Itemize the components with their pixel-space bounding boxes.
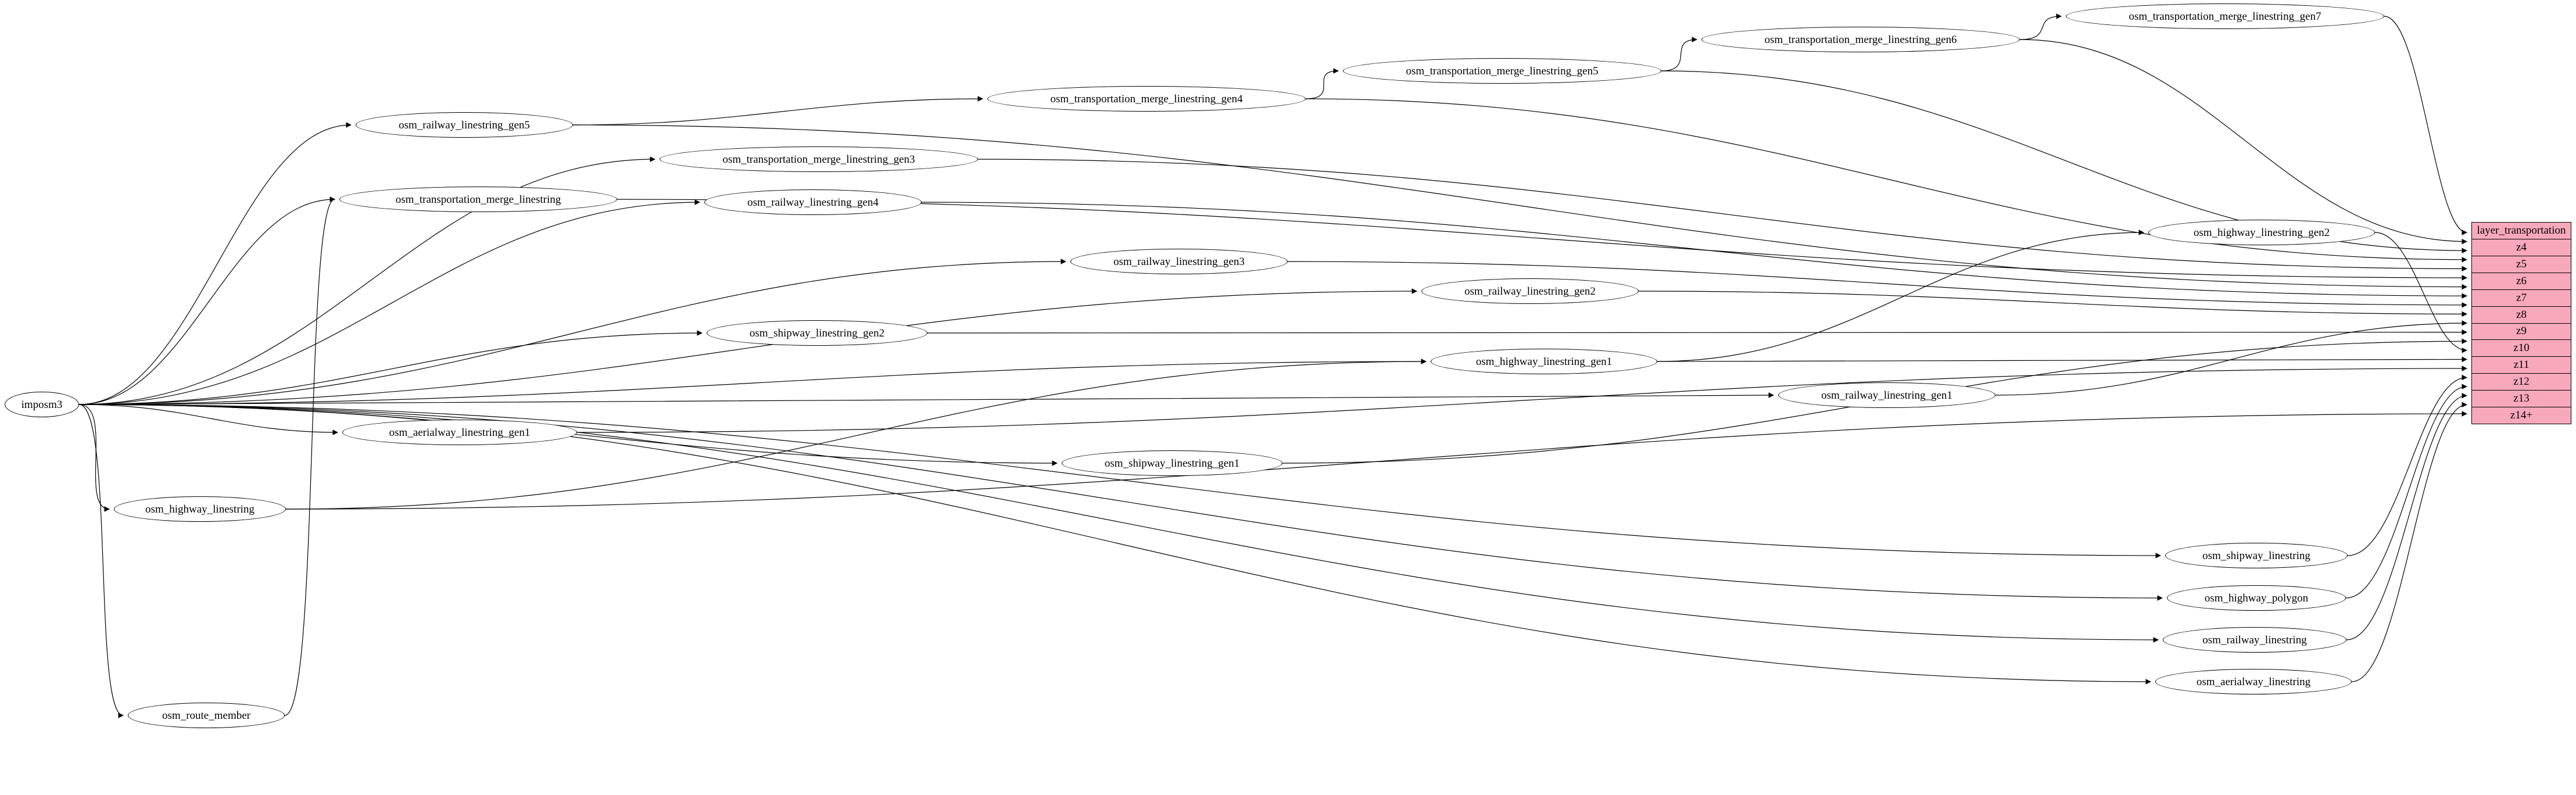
graph-node[interactable] xyxy=(1062,450,1282,476)
graph-node[interactable] xyxy=(2148,220,2375,245)
node-label: osm_shipway_linestring xyxy=(2202,549,2310,562)
node-label: osm_transportation_merge_linestring_gen5 xyxy=(1406,65,1599,77)
graph-node[interactable] xyxy=(987,86,1306,112)
node-label: osm_railway_linestring_gen4 xyxy=(747,196,879,209)
graph-node[interactable] xyxy=(2155,669,2352,694)
graph-node[interactable] xyxy=(1070,249,1288,274)
node-label: osm_shipway_linestring_gen1 xyxy=(1104,457,1240,470)
node-label: osm_railway_linestring xyxy=(2202,633,2307,646)
node-label: osm_highway_linestring xyxy=(145,503,255,515)
table-row-z8[interactable]: z8 xyxy=(2472,307,2571,324)
graph-node[interactable] xyxy=(704,189,922,215)
table-row-z9[interactable]: z9 xyxy=(2472,324,2571,341)
table-row-z10[interactable]: z10 xyxy=(2472,340,2571,357)
node-label: osm_aerialway_linestring_gen1 xyxy=(389,426,531,439)
layer-transportation-table[interactable] xyxy=(2471,222,2571,424)
table-row-z5[interactable]: z5 xyxy=(2472,256,2571,273)
table-row-z11[interactable]: z11 xyxy=(2472,357,2571,374)
graph-node[interactable] xyxy=(2163,627,2346,653)
node-label: osm_highway_linestring_gen2 xyxy=(2193,226,2330,239)
table-header: layer_transportation xyxy=(2472,223,2571,239)
graph-node[interactable] xyxy=(660,146,978,172)
table-row-z6[interactable]: z6 xyxy=(2472,273,2571,290)
node-label: osm_railway_linestring_gen2 xyxy=(1464,285,1596,298)
node-label: osm_route_member xyxy=(162,709,250,722)
node-label: osm_transportation_merge_linestring_gen7 xyxy=(2129,10,2321,23)
table-row-z4[interactable]: z4 xyxy=(2472,239,2571,256)
graph-node[interactable] xyxy=(2165,543,2348,568)
node-label: osm_transportation_merge_linestring xyxy=(395,193,561,206)
graph-node[interactable] xyxy=(1778,382,1995,408)
node-label: osm_shipway_linestring_gen2 xyxy=(749,327,885,339)
graph-node[interactable] xyxy=(2066,3,2384,29)
graph-node[interactable] xyxy=(1701,27,2020,52)
table-row-z7[interactable]: z7 xyxy=(2472,290,2571,307)
table-row-z13[interactable]: z13 xyxy=(2472,391,2571,407)
node-label: osm_transportation_merge_linestring_gen3 xyxy=(722,153,915,166)
graph-node[interactable] xyxy=(1421,278,1639,304)
graph-node[interactable] xyxy=(1431,349,1657,374)
node-label: osm_aerialway_linestring xyxy=(2196,675,2311,688)
graph-node[interactable] xyxy=(2167,585,2346,611)
graph-node[interactable] xyxy=(339,187,617,212)
graph-node[interactable] xyxy=(114,496,286,522)
node-label: osm_highway_polygon xyxy=(2204,592,2309,604)
table-row-z14plus[interactable]: z14+ xyxy=(2472,407,2571,424)
node-label: osm_railway_linestring_gen5 xyxy=(399,119,530,131)
graph-node[interactable] xyxy=(1343,58,1661,84)
graph-node[interactable] xyxy=(342,420,577,445)
node-label: osm_railway_linestring_gen3 xyxy=(1113,255,1245,268)
table-row-z12[interactable]: z12 xyxy=(2472,374,2571,391)
graph-node[interactable] xyxy=(707,320,927,346)
node-label: imposm3 xyxy=(21,398,63,411)
node-label: osm_transportation_merge_linestring_gen6 xyxy=(1764,33,1957,46)
graph-node[interactable] xyxy=(128,703,285,728)
graph-node-imposm3[interactable] xyxy=(5,392,79,417)
node-label: osm_highway_linestring_gen1 xyxy=(1475,355,1613,368)
node-label: osm_railway_linestring_gen1 xyxy=(1821,389,1952,402)
node-label: osm_transportation_merge_linestring_gen4 xyxy=(1050,92,1243,105)
graph-node[interactable] xyxy=(356,112,573,138)
